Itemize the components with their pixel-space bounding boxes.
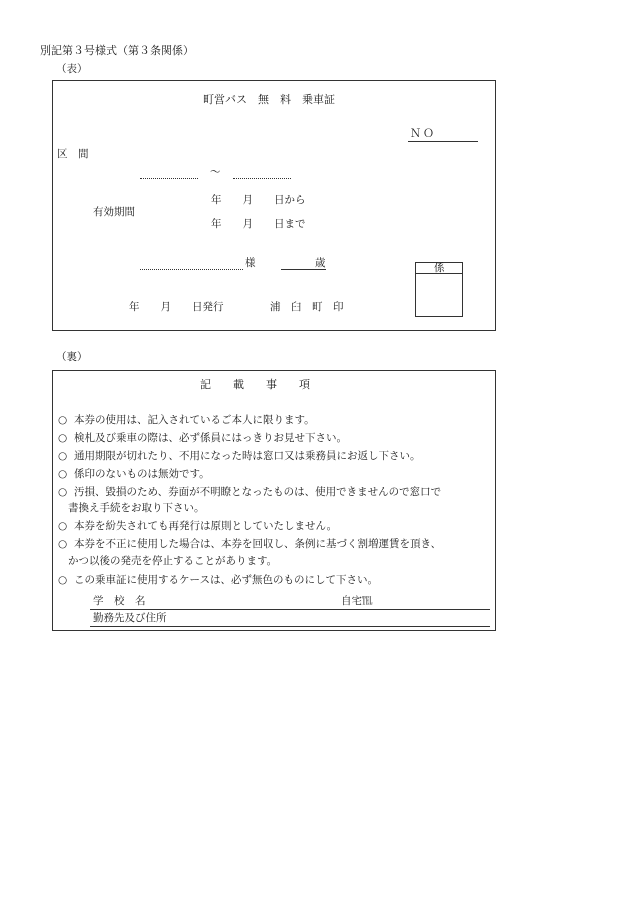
bullet-mark: ○ xyxy=(58,450,68,462)
stamp-label: 係 xyxy=(434,262,445,274)
back-title: 記 載 事 項 xyxy=(200,378,310,391)
age-field-line xyxy=(281,269,326,270)
no-field-line xyxy=(408,141,478,142)
issuer: 浦 臼 町 印 xyxy=(270,301,344,313)
workplace-field-line xyxy=(90,626,490,627)
back-card xyxy=(52,370,496,631)
notice-item-8: ○ この乗車証に使用するケースは、必ず無色のものにして下さい。 xyxy=(58,574,378,586)
school-field-line xyxy=(90,609,490,610)
front-title: 町営バス 無 料 乗車証 xyxy=(203,93,335,106)
notice-item-5: ○ 汚損、毀損のため、券面が不明瞭となったものは、使用できませんので窓口で xyxy=(58,486,442,498)
school-label: 学 校 名 xyxy=(93,595,146,607)
bullet-mark: ○ xyxy=(58,538,68,550)
section-to-field xyxy=(233,178,291,179)
notice-item-7-cont: かつ以後の発売を停止することがあります。 xyxy=(68,555,278,567)
period-label: 有効期間 xyxy=(93,206,135,218)
date-from: 年 月 日から xyxy=(211,194,306,206)
issue-date: 年 月 日発行 xyxy=(129,301,224,313)
notice-item-3: ○ 通用期限が切れたり、不用になった時は窓口又は乗務員にお返し下さい。 xyxy=(58,450,421,462)
bullet-mark: ○ xyxy=(58,520,68,532)
workplace-label: 勤務先及び住所 xyxy=(93,612,167,624)
bullet-mark: ○ xyxy=(58,574,68,586)
bullet-mark: ○ xyxy=(58,432,68,444)
section-label: 区 間 xyxy=(57,148,89,160)
notice-item-7: ○ 本券を不正に使用した場合は、本券を回収し、条例に基づく割増運賃を頂き、 xyxy=(58,538,442,550)
sama-label: 様 xyxy=(245,257,256,269)
home-tel-label: 自宅℡ xyxy=(341,595,373,607)
age-label: 歳 xyxy=(315,257,326,269)
tilde: ～ xyxy=(210,166,221,178)
bullet-mark: ○ xyxy=(58,414,68,426)
name-field xyxy=(140,269,243,270)
section-from-field xyxy=(140,178,198,179)
notice-item-2: ○ 検札及び乗車の際は、必ず係員にはっきりお見せ下さい。 xyxy=(58,432,347,444)
back-label: （裏） xyxy=(56,351,88,363)
notice-item-5-cont: 書換え手続をお取り下さい。 xyxy=(68,502,205,514)
form-title: 別記第３号様式（第３条関係） xyxy=(40,44,194,57)
date-to: 年 月 日まで xyxy=(211,218,306,230)
front-label: （表） xyxy=(56,63,88,75)
notice-item-1: ○ 本券の使用は、記入されているご本人に限ります。 xyxy=(58,414,315,426)
notice-item-6: ○ 本券を紛失されても再発行は原則としていたしません。 xyxy=(58,520,338,532)
bullet-mark: ○ xyxy=(58,486,68,498)
notice-item-4: ○ 係印のないものは無効です。 xyxy=(58,468,210,480)
bullet-mark: ○ xyxy=(58,468,68,480)
no-label: ＮＯ xyxy=(410,127,436,140)
